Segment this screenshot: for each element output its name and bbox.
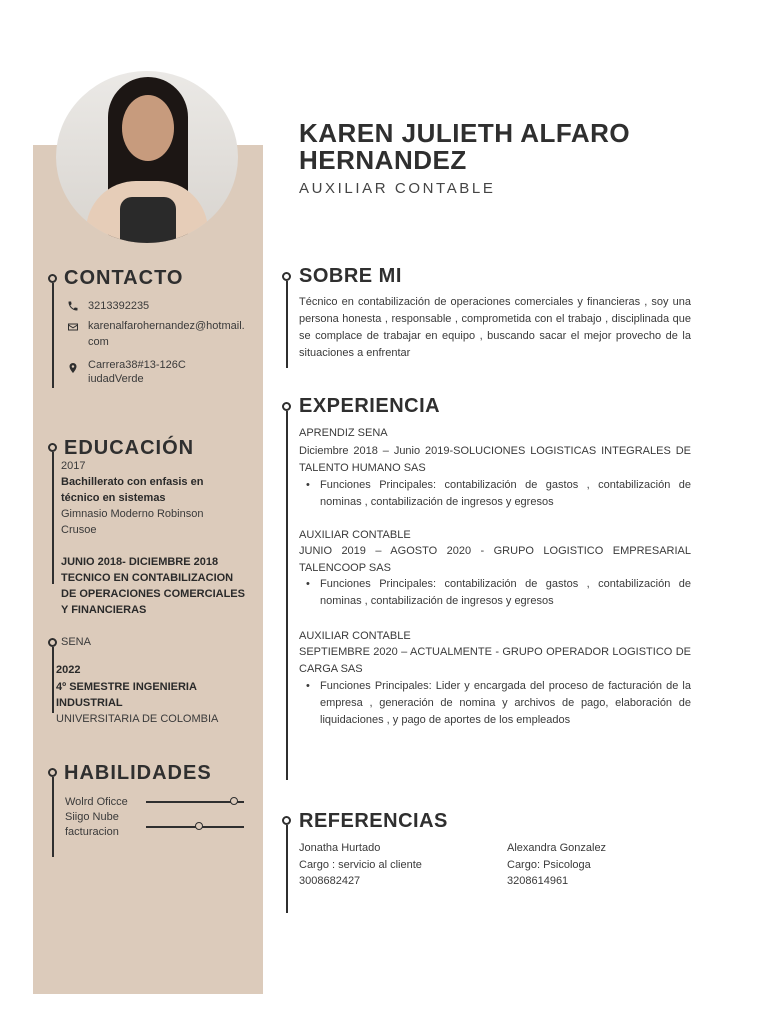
education-school: SENA (61, 636, 91, 648)
experience-position: AUXILIAR CONTABLE (299, 630, 411, 642)
experience-heading: EXPERIENCIA (299, 395, 441, 417)
mail-icon (67, 321, 79, 333)
education-degree: Bachillerato con enfasis en técnico en sistemas (61, 476, 204, 504)
experience-bullet: • Funciones Principales: contabilización de gastos , contabilización de nominas , contabilización de ingresos y egresos (320, 477, 691, 511)
profile-photo (56, 71, 238, 243)
education-date: 2017 (61, 460, 86, 472)
education-degree: 4º SEMESTRE INGENIERIA INDUSTRIAL (56, 681, 197, 709)
reference-phone: 3008682427 (299, 875, 361, 887)
experience-detail: SEPTIEMBRE 2020 – ACTUALMENTE - GRUPO OPERADOR LOGISTICO DE CARGA SAS (299, 646, 691, 675)
education-heading: EDUCACIÓN (64, 437, 195, 459)
timeline-line (52, 452, 54, 584)
about-heading: SOBRE MI (299, 265, 402, 287)
timeline-line (286, 411, 288, 780)
full-name: KAREN JULIETH ALFARO HERNANDEZ (299, 118, 631, 175)
references-heading: REFERENCIAS (299, 810, 448, 832)
timeline-line (286, 825, 288, 913)
education-school: UNIVERSITARIA DE COLOMBIA (56, 713, 219, 725)
phone-icon (67, 300, 79, 312)
timeline-dot (282, 402, 291, 411)
timeline-line (52, 283, 54, 388)
education-degree: TECNICO EN CONTABILIZACION DE OPERACIONES COMERCIALES Y FINANCIERAS (61, 572, 245, 616)
skills-heading: HABILIDADES (64, 762, 212, 784)
skill-name: Wolrd Oficce (65, 796, 128, 808)
timeline-dot (48, 638, 57, 647)
timeline-dot (282, 272, 291, 281)
job-title: AUXILIAR CONTABLE (299, 180, 496, 197)
education-date: JUNIO 2018- DICIEMBRE 2018 (61, 556, 219, 568)
reference-role: Cargo : servicio al cliente (299, 859, 422, 871)
reference-name: Jonatha Hurtado (299, 842, 381, 854)
reference-phone: 3208614961 (507, 875, 569, 887)
skill-name: Siigo Nube (65, 811, 119, 823)
experience-position: AUXILIAR CONTABLE (299, 529, 411, 541)
timeline-dot (282, 816, 291, 825)
education-school: Gimnasio Moderno Robinson Crusoe (61, 508, 204, 536)
contact-phone: 3213392235 (88, 300, 150, 312)
skill-name: facturacion (65, 826, 119, 838)
location-pin-icon (67, 362, 79, 374)
timeline-line (52, 647, 54, 713)
timeline-line (286, 281, 288, 368)
reference-role: Cargo: Psicologa (507, 859, 591, 871)
skill-level-knob (230, 797, 238, 805)
timeline-line (52, 777, 54, 857)
contact-email: karenalfarohernandez@hotmail.com (88, 320, 245, 348)
experience-bullet: • Funciones Principales: Lider y encargada del proceso de facturación de la empresa , generación de nomina y archivos de pago, elaboración de liquidaciones , y pago de aportes de los empleados (320, 678, 691, 729)
contact-heading: CONTACTO (64, 267, 184, 289)
contact-address: Carrera38#13-126CiudadVerde (88, 359, 186, 385)
reference-name: Alexandra Gonzalez (507, 842, 607, 854)
timeline-dot (48, 443, 57, 452)
skill-level-knob (195, 822, 203, 830)
experience-position: APRENDIZ SENA (299, 427, 388, 439)
timeline-dot (48, 274, 57, 283)
about-text: Técnico en contabilización de operaciones comerciales y financieras , soy una persona honesta , responsable , comprometida con el trabajo , disciplinada que se complace de trabajar en equipo , buscando sacar el mejor provecho de la situaciones a enfrentar (299, 296, 691, 359)
timeline-dot (48, 768, 57, 777)
experience-detail: JUNIO 2019 – AGOSTO 2020 - GRUPO LOGISTICO EMPRESARIAL TALENCOOP SAS (299, 545, 691, 574)
experience-detail: Diciembre 2018 – Junio 2019-SOLUCIONES LOGISTICAS INTEGRALES DE TALENTO HUMANO SAS (299, 445, 691, 474)
education-date: 2022 (56, 664, 81, 676)
experience-bullet: • Funciones Principales: contabilización de gastos , contabilización de nominas , contabilización de ingresos y egresos (320, 576, 691, 610)
